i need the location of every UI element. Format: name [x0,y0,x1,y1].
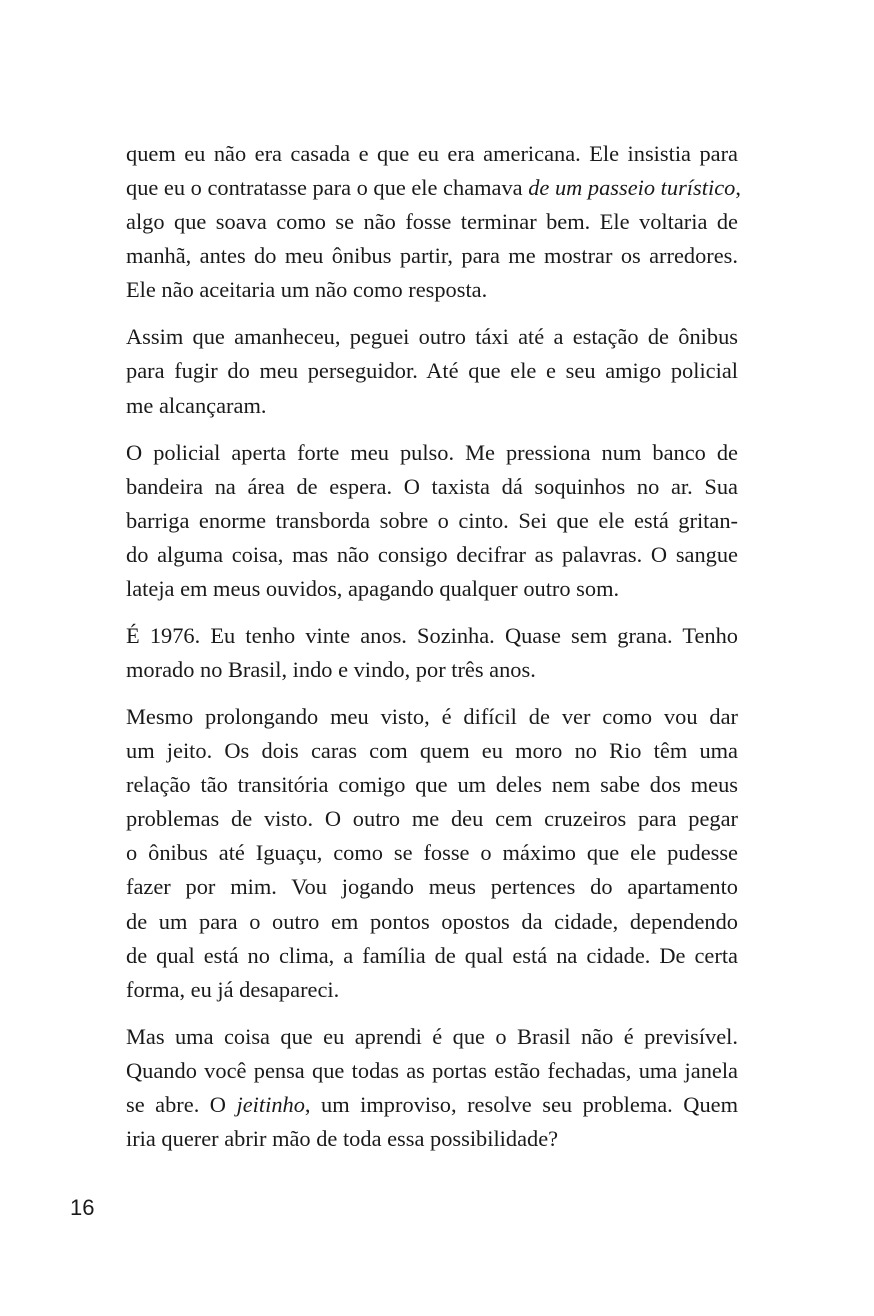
text-line [126,504,738,538]
text-run: que eu o contratasse para o que ele chamava [126,175,529,201]
text-run: forma, eu já desapareci. [126,976,340,1002]
text-line [126,538,738,572]
text-line [126,802,738,836]
paragraph [126,1020,738,1156]
text-line [126,619,738,653]
text-run: bandeira na área de espera. O taxista dá soquinhos no ar. Sua [126,473,738,499]
text-line [126,436,738,470]
paragraph [126,619,738,687]
paragraph [126,320,738,422]
text-run: problemas de visto. O outro me deu cem cruzeiros para pegar [126,806,738,832]
text-line [126,768,738,802]
text-line [126,836,738,870]
text-run: o ônibus até Iguaçu, como se fosse o máximo que ele pudesse [126,840,738,866]
paragraph [126,137,741,307]
text-line [126,320,738,354]
text-run: , [735,175,741,201]
text-line [126,572,738,606]
text-run: de qual está no clima, a família de qual está na cidade. De certa [126,942,738,968]
text-run: lateja em meus ouvidos, apagando qualquer outro som. [126,575,620,601]
text-run: do alguma coisa, mas não consigo decifrar as palavras. O sangue [126,541,738,567]
text-run: manhã, antes do meu ônibus partir, para me mostrar os arredores. [126,243,738,269]
text-run: um jeito. Os dois caras com quem eu moro no Rio têm uma [126,738,738,764]
text-run: É 1976. Eu tenho vinte anos. Sozinha. Quase sem grana. Tenho [126,622,738,648]
text-run: de um para o outro em pontos opostos da cidade, dependendo [126,908,738,934]
italic-text-run: jeitinho [236,1091,305,1117]
text-line [126,273,738,307]
text-line [126,171,741,205]
text-run: quem eu não era casada e que eu era americana. Ele insistia para [126,141,738,166]
text-run: para fugir do meu perseguidor. Até que ele e seu amigo policial [126,358,738,384]
text-run: Ele não aceitaria um não como resposta. [126,277,488,303]
text-line [126,1020,738,1054]
text-line [126,700,738,734]
text-run: se abre. O [126,1091,237,1117]
text-line [126,973,738,1007]
text-run: iria querer abrir mão de toda essa possibilidade? [126,1125,559,1151]
text-run: O policial aperta forte meu pulso. Me pressiona num banco de [126,439,738,465]
text-run: me alcançaram. [126,392,267,418]
book-page-body [126,137,741,1156]
text-run: Quando você pensa que todas as portas estão fechadas, uma janela [126,1057,738,1083]
text-run: Assim que amanheceu, peguei outro táxi até a estação de ônibus [126,324,738,350]
text-line [126,1088,738,1122]
text-line [126,1054,738,1088]
text-line [126,1122,738,1156]
italic-text-run: de um passeio turístico [528,175,736,201]
text-line [126,653,738,687]
text-line [126,905,738,939]
text-line [126,137,738,171]
text-line [126,734,738,768]
text-run: relação tão transitória comigo que um deles nem sabe dos meus [126,772,738,798]
text-line [126,389,738,423]
text-line [126,470,738,504]
text-run: barriga enorme transborda sobre o cinto. Sei que ele está gritan- [126,507,738,533]
text-line [126,939,738,973]
text-run: Mas uma coisa que eu aprendi é que o Brasil não é previsível. [126,1023,738,1049]
text-line [126,205,738,239]
text-line [126,870,738,904]
paragraph [126,700,738,1007]
text-run: , um improviso, resolve seu problema. Quem [304,1091,738,1117]
page-number: 16 [70,1195,95,1220]
text-line [126,239,738,273]
text-run: morado no Brasil, indo e vindo, por três anos. [126,656,536,682]
paragraph [126,436,738,606]
text-run: algo que soava como se não fosse terminar bem. Ele voltaria de [126,209,738,235]
text-run: fazer por mim. Vou jogando meus pertences do apartamento [126,874,738,900]
text-run: Mesmo prolongando meu visto, é difícil de ver como vou dar [126,703,738,729]
text-line [126,354,738,388]
